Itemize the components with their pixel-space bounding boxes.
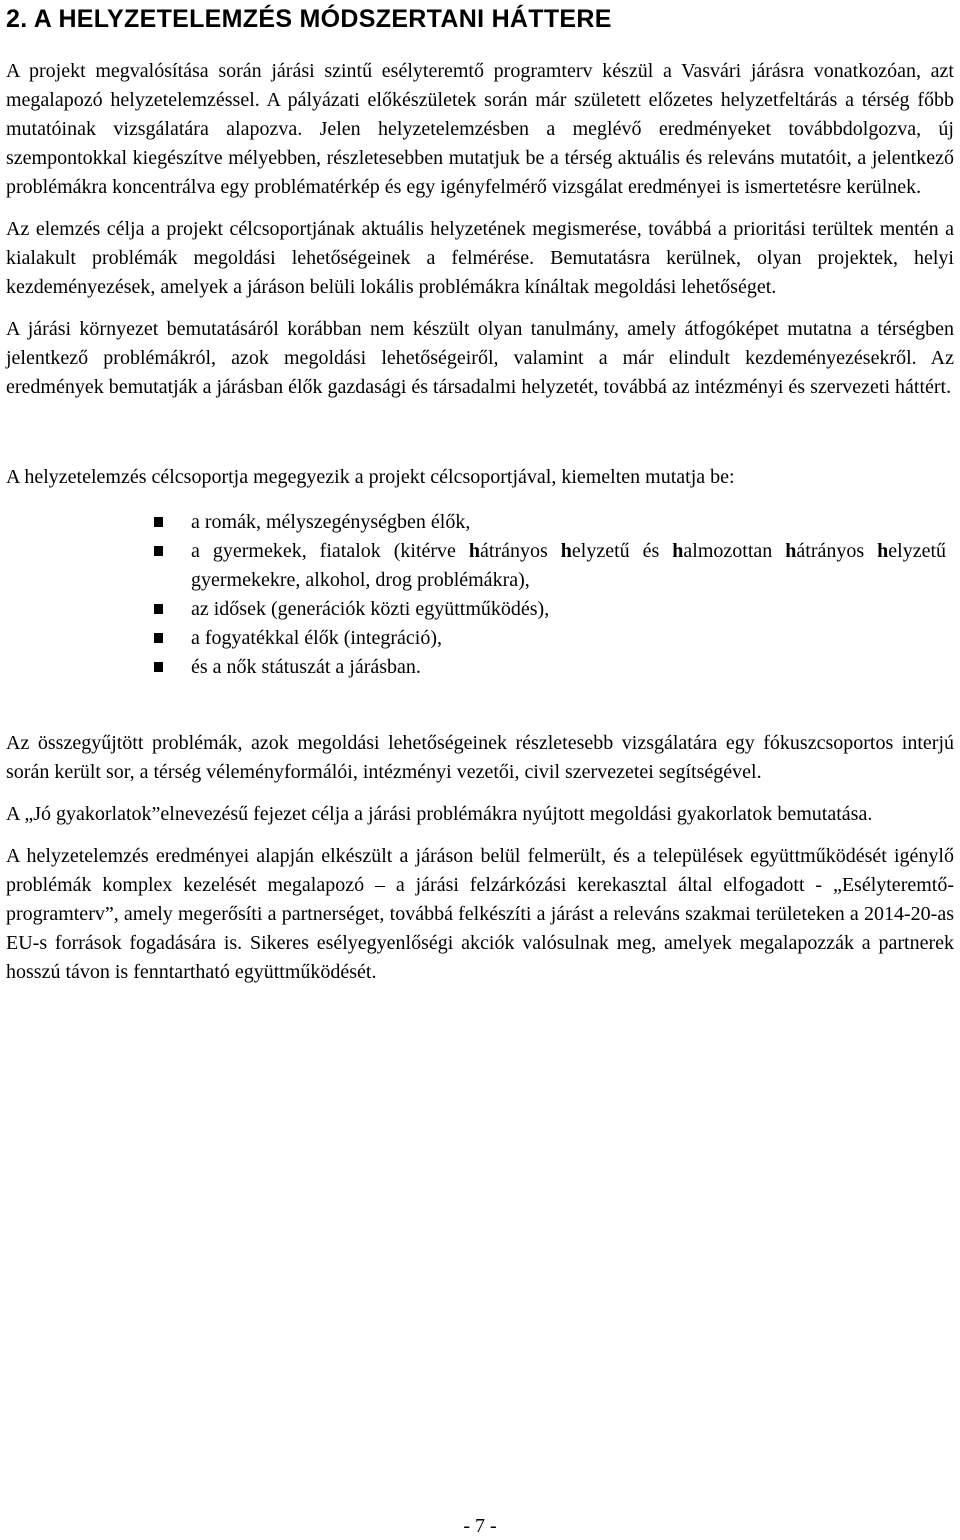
list-item-text: a romák, mélyszegénységben élők, xyxy=(191,511,471,533)
paragraph-good-practices: A „Jó gyakorlatok”elnevezésű fejezet célja a járási problémákra nyújtott megoldási gyakorlatok bemutatása. xyxy=(6,803,873,825)
paragraph-district-environment: A járási környezet bemutatásáról korábban nem készült olyan tanulmány, amely átfogóképet mutatna a térségben jelentkező problémákról, azok megoldási lehetőségeiről, valamint a már elindult kezdeményezésekről. Az eredmények bemutatják a járásban élők gazdasági és társadalmi helyzetét, továbbá az intézményi és szervezeti háttért. xyxy=(6,318,954,398)
paragraph-focus-group: Az összegyűjtött problémák, azok megoldási lehetőségeinek részletesebb vizsgálatára egy fókuszcsoportos interjú során került sor, a térség véleményformálói, intézményi vezetői, civil szervezetei segítségével. xyxy=(6,732,954,783)
paragraph-target-group-intro: A helyzetelemzés célcsoportja megegyezik a projekt célcsoportjával, kiemelten mutatja be: xyxy=(6,466,735,488)
list-item-text: az idősek (generációk közti együttműködés), xyxy=(191,598,550,620)
document-page xyxy=(6,0,954,987)
list-item xyxy=(6,653,954,682)
square-bullet-icon xyxy=(154,633,163,643)
list-item xyxy=(6,537,954,595)
list-item-text: a gyermekek, fiatalok (kitérve hátrányos helyzetű és halmozottan hátrányos helyzetű gyermekekre, alkohol, drog problémákra), xyxy=(191,540,947,591)
paragraph-analysis-goal: Az elemzés célja a projekt célcsoportjának aktuális helyzetének megismerése, továbbá a prioritási terültek mentén a kialakult problémák megoldási lehetőségeinek a felmérése. Bemutatásra kerülnek, olyan projektek, helyi kezdeményezések, amelyek a járáson belüli lokális problémákra kínáltak megoldási lehetőséget. xyxy=(6,218,954,298)
section-heading: 2. A HELYZETELEMZÉS MÓDSZERTANI HÁTTERE xyxy=(6,5,612,33)
paragraph-program-plan: A helyzetelemzés eredményei alapján elkészült a járáson belül felmerült, és a települések együttműködését igénylő problémák komplex kezelését megalapozó – a járási felzárkózási kerekasztal által elfogadott - „Esélyteremtő-programterv”, amely megerősíti a partnerséget, továbbá felkészíti a járást a releváns szakmai területeken a 2014-20-as EU-s források fogadására is. Sikeres esélyegyenlőségi akciók valósulnak meg, amelyek megalapozzák a partnerek hosszú távon is fenntartható együttműködését. xyxy=(6,845,954,983)
square-bullet-icon xyxy=(154,517,163,527)
list-item-text: a fogyatékkal élők (integráció), xyxy=(191,627,442,649)
paragraph-project-overview: A projekt megvalósítása során járási szintű esélyteremtő programterv készül a Vasvári járásra vonatkozóan, azt megalapozó helyzetelemzéssel. A pályázati előkészületek során már született előzetes helyzetfeltárás a térség főbb mutatóinak vizsgálatára alapozva. Jelen helyzetelemzésben a meglévő eredményeket továbbdolgozva, új szempontokkal kiegészítve mélyebben, részletesebben mutatjuk be a térség aktuális és releváns mutatóit, a jelentkező problémákra koncentrálva egy problématérkép és egy igényfelmérő vizsgálat eredményei is ismertetésre kerülnek. xyxy=(6,60,954,198)
square-bullet-icon xyxy=(154,662,163,672)
list-item xyxy=(6,508,954,537)
square-bullet-icon xyxy=(154,604,163,614)
list-item xyxy=(6,595,954,624)
list-item-text: és a nők státuszát a járásban. xyxy=(191,656,421,678)
square-bullet-icon xyxy=(154,546,163,556)
list-item xyxy=(6,624,954,653)
target-group-list xyxy=(6,508,954,682)
page-number: - 7 - xyxy=(463,1515,497,1537)
